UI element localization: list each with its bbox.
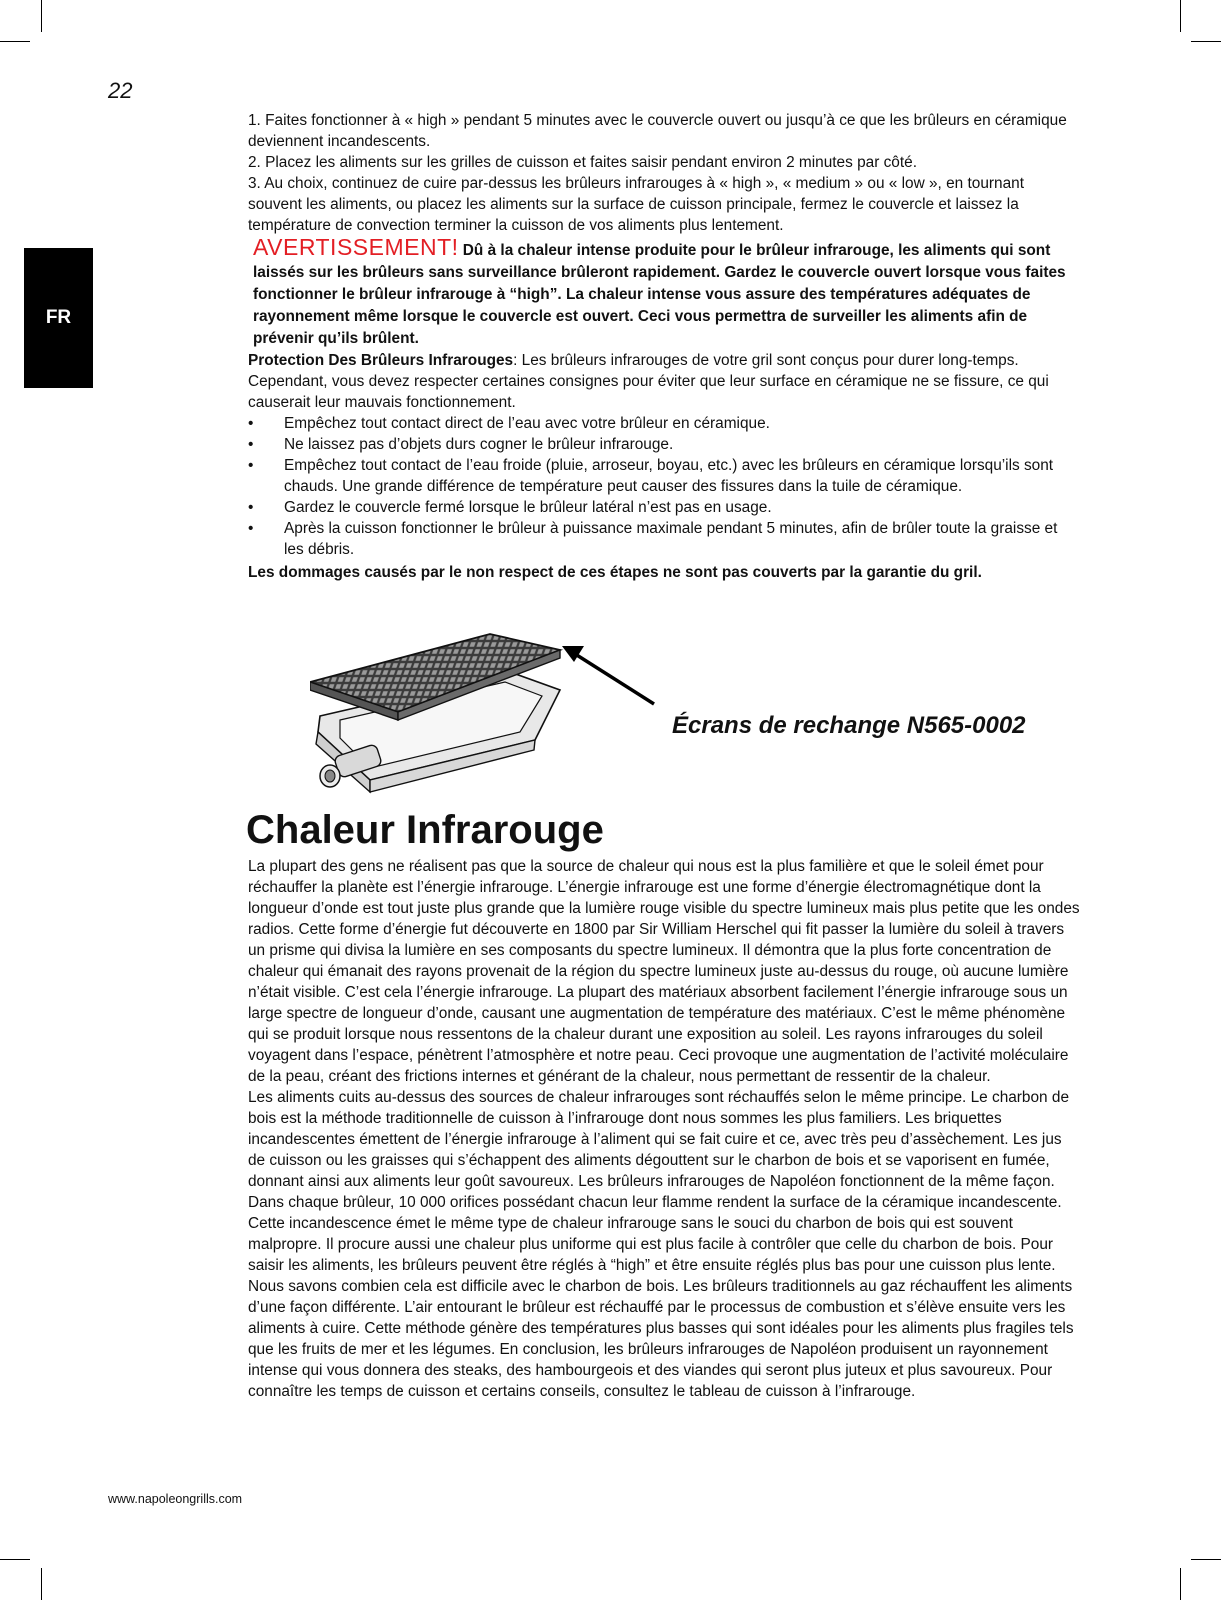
- list-item: • Ne laissez pas d’objets durs cogner le brûleur infrarouge.: [248, 434, 1080, 455]
- body-paragraph: Les aliments cuits au-dessus des sources de chaleur infrarouges sont réchauffés selon le même principe. Le charbon de bois est la méthode traditionnelle de cuisson à l’infrarouge dont nous sommes les plus familiers. Les briquettes incandescentes émettent de l’énergie infrarouge à l’aliment qui se fait cuire et ce, avec très peu d’assèchement. Les jus de cuisson ou les graisses qui s’échappent des aliments dégouttent sur le charbon de bois et se vaporisent en fumée, donnant ainsi aux aliments leur goût savoureux. Les brûleurs infrarouges de Napoléon fonctionnent de la même façon. Dans chaque brûleur, 10 000 orifices possédant chacun leur flamme rendent la surface de la céramique incandescente. Cette incandescence émet le même type de chaleur infrarouge sans le souci du charbon de bois qui est souvent malpropre. Il procure aussi une chaleur plus uniforme qui est plus facile à contrôler que celle du charbon de bois. Pour saisir les aliments, les brûleurs peuvent être réglés à “high” et être ensuite réglés plus bas pour une cuisson plus lente. Nous savons combien cela est difficile avec le charbon de bois. Les brûleurs traditionnels au gaz réchauffent les aliments d’une façon différente. L’air entourant le brûleur est réchauffé par le processus de combustion et s’élève ensuite vers les aliments à cuire. Cette méthode génère des températures plus basses qui sont idéales pour les aliments plus fragiles tels que les fruits de mer et les légumes. En conclusion, les brûleurs infrarouges de Napoléon produisent un rayonnement intense qui vous donnera des steaks, des hambourgeois et des viandes qui seront plus juteux et plus savoureux. Pour connaître les temps de cuisson et certains conseils, consultez le tableau de cuisson à l’infrarouge.: [248, 1089, 1074, 1400]
- language-tab: FR: [24, 248, 93, 388]
- instruction-step-2: 2. Placez les aliments sur les grilles de cuisson et faites saisir pendant environ 2 minutes par côté.: [248, 154, 917, 171]
- crop-mark: [41, 0, 42, 32]
- list-item: • Empêchez tout contact de l’eau froide (pluie, arroseur, boyau, etc.) avec les brûleurs en céramique lorsqu’ils sont chauds. Une grande différence de température peut causer des fissures dans la tuile de céramique.: [248, 455, 1080, 497]
- pointer-arrow: [562, 640, 662, 710]
- footer-website-link[interactable]: www.napoleongrills.com: [108, 1492, 243, 1506]
- infrared-burner-illustration: [310, 620, 580, 805]
- protection-heading: Protection Des Brûleurs Infrarouges: [248, 352, 514, 369]
- instructions-block: [248, 110, 1080, 583]
- crop-mark: [1191, 41, 1221, 42]
- crop-mark: [1180, 1568, 1181, 1600]
- warning-text: Dû à la chaleur intense produite pour le brûleur infrarouge, les aliments qui sont laissés sur les brûleurs sans surveillance brûleront rapidement. Gardez le couvercle ouvert lorsque vous faites fonctionner le brûleur infrarouge à “high”. La chaleur intense vous assure des températures adéquates de rayonnement même lorsque le couvercle est ouvert. Ceci vous permettra de surveiller les aliments afin de prévenir qu’ils brûlent.: [253, 242, 1066, 347]
- instruction-step-1: 1. Faites fonctionner à « high » pendant 5 minutes avec le couvercle ouvert ou jusqu’à ce que les brûleurs en céramique deviennent incandescents.: [248, 112, 1067, 150]
- section-title: Chaleur Infrarouge: [246, 808, 604, 852]
- warning-box: [248, 236, 1080, 350]
- instruction-step-3: 3. Au choix, continuez de cuire par-dessus les brûleurs infrarouges à « high », « medium » ou « low », en tournant souvent les aliments, ou placez les aliments sur la surface de cuisson principale, fermez le couvercle et laissez la température de convection terminer la cuisson de vos aliments plus lentement.: [248, 175, 1024, 234]
- body-paragraph: La plupart des gens ne réalisent pas que la source de chaleur qui nous est la plus familière et que le soleil émet pour réchauffer la planète est l’énergie infrarouge. L’énergie infrarouge est une forme d’énergie électromagnétique dont la longueur d’onde est tout juste plus grande que la lumière rouge visible du spectre lumineux mais plus petite que les ondes radios. Cette forme d’énergie fut découverte en 1800 par Sir William Herschel qui fit passer la lumière du soleil à travers un prisme qui divisa la lumière en ses composants du spectre lumineux. Il démontra que la plus forte concentration de chaleur qui émanait des rayons provenait de la région du spectre lumineux juste au-dessus du rouge, où aucune lumière n’était visible. C’est cela l’énergie infrarouge. La plupart des matériaux absorbent facilement l’énergie infrarouge sous un large spectre de longueur d’onde, causant une augmentation de température des matériaux. C’est le même phénomène qui se produit lorsque nous ressentons de la chaleur durant une exposition au soleil. Les rayons infrarouges du soleil voyagent dans l’espace, pénètrent l’atmosphère et notre peau. Ceci provoque une augmentation de l’activité moléculaire de la peau, créant des frictions internes et générant de la chaleur, nous permettant de ressentir de la chaleur.: [248, 858, 1080, 1085]
- crop-mark: [41, 1568, 42, 1600]
- protection-paragraph: [248, 350, 1080, 413]
- care-bullet-list: [248, 413, 1080, 560]
- page-number: 22: [108, 78, 133, 103]
- list-item: • Empêchez tout contact direct de l’eau avec votre brûleur en céramique.: [248, 413, 1080, 434]
- crop-mark: [1191, 1559, 1221, 1560]
- figure-caption: Écrans de rechange N565-0002: [672, 712, 1026, 739]
- body-text: [248, 856, 1080, 1402]
- damage-note: Les dommages causés par le non respect de ces étapes ne sont pas couverts par la garantie du gril.: [248, 564, 982, 581]
- list-item: • Gardez le couvercle fermé lorsque le brûleur latéral n’est pas en usage.: [248, 497, 1080, 518]
- warning-label: AVERTISSEMENT!: [253, 234, 459, 260]
- crop-mark: [1180, 0, 1181, 32]
- list-item: • Après la cuisson fonctionner le brûleur à puissance maximale pendant 5 minutes, afin de brûler toute la graisse et les débris.: [248, 518, 1080, 560]
- protection-text: : Les brûleurs infrarouges de votre gril sont conçus pour durer long-temps. Cependant, vous devez respecter certaines consignes pour éviter que leur surface en céramique ne se fissure, ce qui causerait leur mauvais fonctionnement.: [248, 352, 1049, 411]
- crop-mark: [0, 1559, 30, 1560]
- crop-mark: [0, 41, 30, 42]
